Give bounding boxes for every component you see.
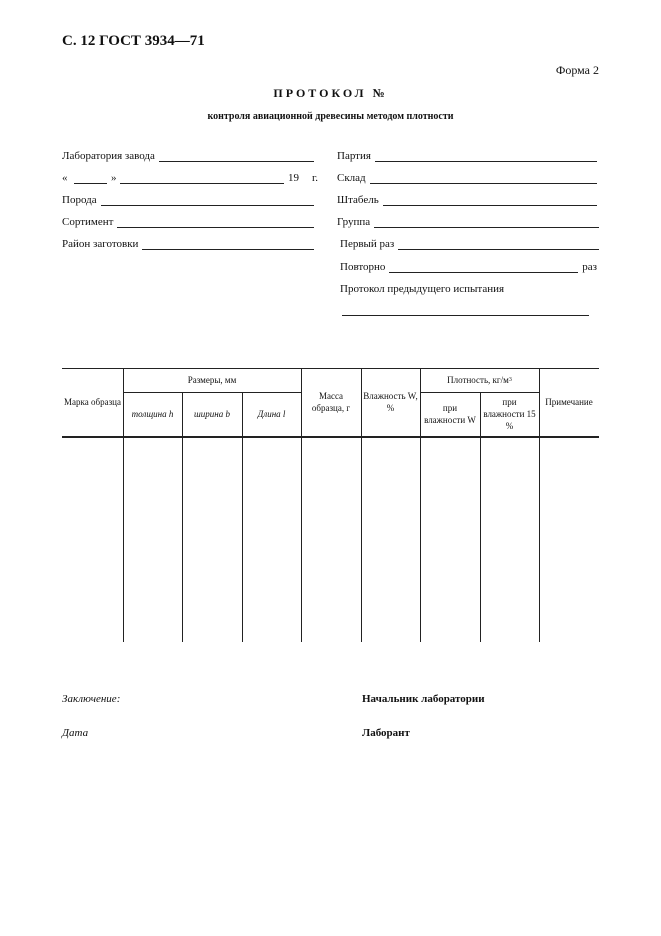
repeat-suffix: раз — [582, 261, 597, 273]
col-divider-4 — [301, 368, 302, 642]
header-density: Плотность, кг/м 3 — [447, 375, 512, 385]
header-dimensions: Размеры, мм — [187, 375, 237, 385]
header-thickness — [123, 392, 182, 436]
header-width — [182, 392, 242, 436]
date-field[interactable] — [62, 170, 318, 184]
assortment-field[interactable] — [62, 214, 314, 228]
species-input-line[interactable] — [101, 195, 314, 206]
header-moisture: Влажность W, % — [363, 391, 418, 413]
col-divider-6 — [420, 368, 421, 642]
species-field[interactable] — [62, 192, 314, 206]
header-length — [242, 392, 301, 436]
table-header-bottom-border — [62, 436, 599, 438]
lab-head-label: Начальник лаборатории — [362, 693, 485, 705]
stack-input-line[interactable] — [383, 195, 597, 206]
header-density-at-w: при влажности W — [424, 403, 476, 425]
page-header: С. 12 ГОСТ 3934—71 — [62, 33, 205, 49]
first-time-field[interactable] — [340, 236, 599, 250]
repeat-field[interactable] — [340, 259, 597, 273]
header-note: Примечание — [545, 397, 593, 407]
repeat-label: Повторно — [340, 261, 386, 273]
thickness-text: толщина h — [131, 409, 174, 419]
batch-label: Партия — [337, 150, 371, 162]
batch-input-line[interactable] — [375, 151, 597, 162]
laboratory-field[interactable] — [62, 148, 314, 162]
warehouse-label: Склад — [337, 172, 366, 184]
length-text: Длина l — [257, 409, 286, 419]
header-sample-mark: Марка образца — [64, 397, 121, 407]
laboratory-input-line[interactable] — [159, 151, 314, 162]
date-month-line[interactable] — [120, 173, 283, 184]
region-field[interactable] — [62, 236, 314, 250]
assortment-label: Сортимент — [62, 216, 114, 228]
date-year-suffix: г. — [311, 172, 318, 184]
stack-field[interactable] — [337, 192, 597, 206]
group-field[interactable] — [337, 214, 599, 228]
region-input-line[interactable] — [142, 239, 314, 250]
region-label: Район заготовки — [62, 238, 139, 250]
lab-assistant-label: Лаборант — [362, 727, 410, 739]
date-close-quote: » — [110, 172, 117, 184]
protocol-title: ПРОТОКОЛ № — [273, 86, 388, 100]
species-label: Порода — [62, 194, 97, 206]
date-open-quote: « — [62, 172, 68, 184]
first-time-input-line[interactable] — [398, 239, 599, 250]
group-label: Группа — [337, 216, 371, 228]
warehouse-field[interactable] — [337, 170, 597, 184]
density-text: Плотность, кг/м — [447, 375, 509, 385]
group-input-line[interactable] — [374, 217, 599, 228]
batch-field[interactable] — [337, 148, 597, 162]
date-label: Дата — [62, 727, 89, 739]
col-divider-7 — [480, 392, 481, 642]
header-density-at-15: при влажности 15 % — [483, 397, 536, 431]
protocol-subtitle: контроля авиационной древесины методом плотности — [207, 111, 454, 122]
warehouse-input-line[interactable] — [370, 173, 597, 184]
date-year-prefix: 19 — [287, 172, 299, 184]
stack-label: Штабель — [337, 194, 379, 206]
header-mass: Масса образца, г — [311, 391, 351, 413]
laboratory-label: Лаборатория завода — [62, 150, 155, 162]
previous-protocol-input-line[interactable] — [342, 315, 589, 316]
repeat-input-line[interactable] — [389, 262, 578, 273]
first-time-label: Первый раз — [340, 238, 395, 250]
results-table — [62, 368, 599, 642]
conclusion-label: Заключение: — [62, 693, 121, 705]
previous-protocol-label: Протокол предыдущего испытания — [340, 283, 505, 295]
form-number: Форма 2 — [555, 63, 599, 77]
previous-protocol-field — [340, 281, 600, 295]
assortment-input-line[interactable] — [117, 217, 314, 228]
width-text: ширина b — [193, 409, 230, 419]
col-divider-5 — [361, 368, 362, 642]
date-day-line[interactable] — [74, 173, 107, 184]
